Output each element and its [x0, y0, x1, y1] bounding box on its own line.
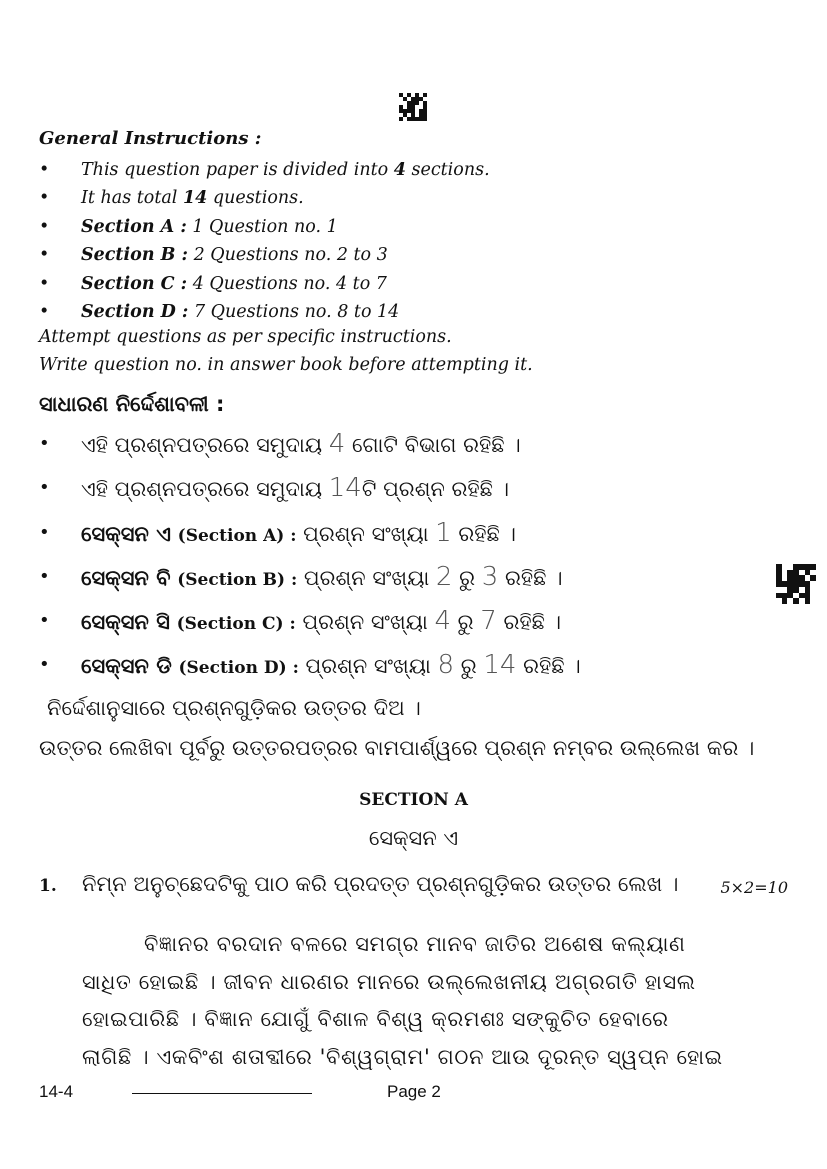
list-item: • ସେକ୍ସନ ଏ (Section A) : ପ୍ରଶ୍ନ ସଂଖ୍ୟା 1 ରହିଛି । — [39, 511, 581, 555]
qr-code-icon — [399, 93, 427, 121]
list-item: • ସେକ୍ସନ ସି (Section C) : ପ୍ରଶ୍ନ ସଂଖ୍ୟା 4 ରୁ 7 ରହିଛି । — [39, 599, 581, 643]
list-item: • This question paper is divided into 4 sections. — [39, 156, 490, 184]
instruction-line: Attempt questions as per specific instructions. — [39, 327, 452, 347]
list-item: • ସେକ୍ସନ ବି (Section B) : ପ୍ରଶ୍ନ ସଂଖ୍ୟା 2 ରୁ 3 ରହିଛି । — [39, 555, 581, 599]
odia-instructions-list — [39, 422, 581, 688]
question-marks: 5×2=10 — [720, 878, 788, 897]
page-number: Page 2 — [387, 1082, 441, 1101]
passage-line: ସାଧିତ ହୋଇଛି । ଜୀବନ ଧାରଣର ମାନରେ ଉଲ୍ଲେଖନୀୟ ଅଗ୍ରଗତି ହାସଲ — [82, 969, 696, 994]
list-item: • Section B : 2 Questions no. 2 to 3 — [39, 241, 490, 269]
footer-divider — [132, 1093, 312, 1094]
list-item: • Section A : 1 Question no. 1 — [39, 213, 490, 241]
paper-code: 14-4 — [39, 1082, 74, 1101]
list-item: • Section C : 4 Questions no. 4 to 7 — [39, 270, 490, 298]
list-item: • ଏହି ପ୍ରଶ୍ନପତ୍ରରେ ସମୁଦାୟ 14ଟି ପ୍ରଶ୍ନ ରହିଛି । — [39, 466, 581, 510]
odia-instruction-line: ଉତ୍ତର ଲେଖିବା ପୂର୍ବରୁ ଉତ୍ତରପତ୍ରର ବାମପାର୍ଶ୍ୱରେ ପ୍ରଶ୍ନ ନମ୍ବର ଉଲ୍ଲେଖ କର । — [39, 736, 755, 760]
passage-line: ହୋଇପାରିଛି । ବିଜ୍ଞାନ ଯୋଗୁଁ ବିଶାଳ ବିଶ୍ୱ କ୍ରମଶଃ ସଙ୍କୁଚିତ ହେବାରେ — [82, 1007, 669, 1031]
list-item: • ଏହି ପ୍ରଶ୍ନପତ୍ରରେ ସମୁଦାୟ 4 ଗୋଟି ବିଭାଗ ରହିଛି । — [39, 422, 581, 466]
general-instructions-list — [39, 156, 490, 326]
passage-line: ଲାଗିଛି । ଏକବିଂଶ ଶତାବ୍ଦୀରେ 'ବିଶ୍ୱଗ୍ରାମ' ଗଠନ ଆଉ ଦୂରନ୍ତ ସ୍ୱପ୍ନ ହୋଇ — [82, 1044, 723, 1069]
instruction-line: Write question no. in answer book before attempting it. — [39, 355, 533, 375]
odia-instruction-line: ନିର୍ଦ୍ଦେଶାନୁସାରେ ପ୍ରଶ୍ନଗୁଡ଼ିକର ଉତ୍ତର ଦିଅ । — [47, 696, 421, 720]
question-number: 1. — [39, 876, 57, 896]
list-item: • ସେକ୍ସନ ଡି (Section D) : ପ୍ରଶ୍ନ ସଂଖ୍ୟା 8 ରୁ 14 ରହିଛି । — [39, 643, 581, 687]
section-title-odia: ସେକ୍ସନ ଏ — [368, 826, 459, 850]
passage-line: ବିଜ୍ଞାନର ବରଦାନ ବଳରେ ସମଗ୍ର ମାନବ ଜାତିର ଅଶେଷ କଲ୍ୟାଣ — [144, 932, 686, 956]
list-item: • It has total 14 questions. — [39, 184, 490, 212]
qr-code-icon — [776, 564, 816, 604]
section-title: SECTION A — [359, 790, 468, 810]
odia-instructions-heading: ସାଧାରଣ ନିର୍ଦ୍ଦେଶାବଳୀ : — [39, 392, 225, 416]
list-item: • Section D : 7 Questions no. 8 to 14 — [39, 298, 490, 326]
passage — [82, 926, 742, 1076]
general-instructions-heading: General Instructions : — [39, 128, 262, 149]
question-text: ନିମ୍ନ ଅନୁଚ୍ଛେଦଟିକୁ ପାଠ କରି ପ୍ରଦତ୍ତ ପ୍ରଶ୍ନଗୁଡ଼ିକର ଉତ୍ତର ଲେଖ । — [82, 872, 679, 896]
